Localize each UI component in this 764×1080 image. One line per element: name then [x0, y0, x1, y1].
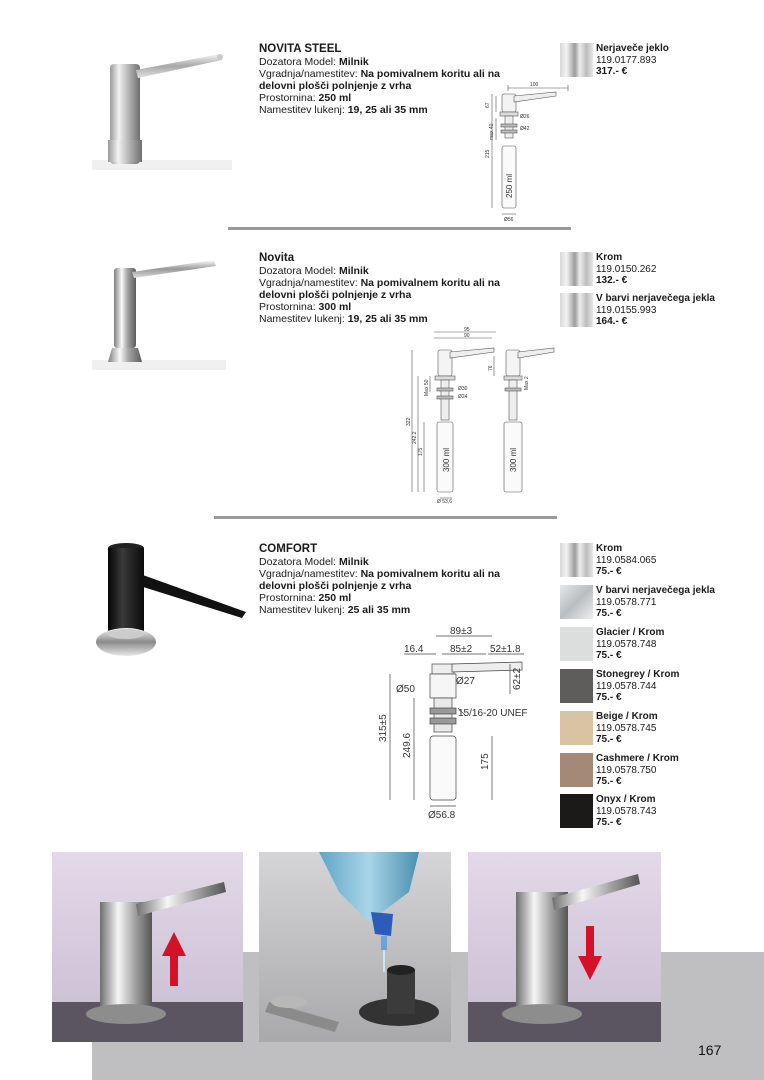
mount-label: Vgradnja/namestitev: — [259, 68, 361, 80]
dim-100: 100 — [530, 82, 539, 88]
model-value: Milnik — [338, 265, 369, 277]
finish-name: V barvi nerjavečega jekla — [596, 585, 715, 596]
dim-164: 16.4 — [404, 644, 424, 655]
dim-26: Ø26 — [520, 114, 530, 120]
finish-item — [560, 669, 760, 703]
finish-code: 119.0584.065 — [596, 554, 657, 566]
volume-value: 300 ml — [318, 301, 352, 313]
finish-swatch — [560, 669, 593, 703]
volume-label: Prostornina: — [259, 301, 319, 313]
finish-swatch — [560, 585, 593, 619]
volume-label: Prostornina: — [259, 92, 319, 104]
finish-swatch — [560, 252, 593, 286]
usage-photo-refill — [259, 852, 451, 1042]
model-label: Dozatora Model: — [259, 556, 339, 568]
finish-price: 317.- € — [596, 66, 628, 77]
finish-item — [560, 543, 760, 577]
dim-52: 52±1.8 — [490, 644, 521, 655]
dim-56: Ø56 — [504, 217, 514, 223]
finish-code: 119.0150.262 — [596, 263, 657, 275]
usage-refill-image — [259, 852, 451, 1042]
finish-code: 119.0578.748 — [596, 638, 657, 650]
finish-item — [560, 627, 760, 661]
novita-description — [259, 252, 524, 325]
dim-95: 95 — [464, 327, 470, 333]
finish-name: Cashmere / Krom — [596, 753, 679, 764]
page-number: 167 — [698, 1042, 722, 1058]
novita-drawing — [404, 326, 560, 504]
model-label: Dozatora Model: — [259, 265, 339, 277]
arrow-up-icon — [170, 952, 178, 986]
dim-2496: 249.6 — [402, 732, 413, 758]
finish-code: 119.0578.745 — [596, 722, 657, 734]
dim-536: Ø 53,6 — [437, 499, 453, 504]
finish-name: Nerjaveče jeklo — [596, 43, 669, 54]
dim-unef: 15/16-20 UNEF — [458, 708, 528, 719]
finish-item — [560, 794, 760, 828]
holes-value: 19, 25 ali 35 mm — [347, 104, 428, 116]
novita-photo — [92, 250, 226, 370]
finish-price: 75.- € — [596, 817, 622, 828]
dim-max40: max 40 — [489, 123, 495, 140]
novita-steel-photo — [92, 42, 232, 170]
finish-price: 132.- € — [596, 275, 628, 286]
mount-value: Na pomivalnem koritu ali na delovni plošči polnjenje z vrha — [259, 568, 501, 592]
dim-27: Ø27 — [456, 676, 475, 687]
usage-photo-lower — [468, 852, 661, 1042]
finish-swatch — [560, 753, 593, 787]
dim-322: 322 — [406, 417, 412, 426]
finish-code: 119.0578.744 — [596, 680, 657, 692]
usage-photo-lift — [52, 852, 243, 1042]
section-divider — [214, 516, 557, 519]
usage-lower-image — [468, 852, 661, 1042]
finish-item — [560, 753, 760, 787]
arrow-down-icon — [586, 926, 594, 960]
finish-price: 75.- € — [596, 776, 622, 787]
finish-price: 75.- € — [596, 566, 622, 577]
finish-name: Onyx / Krom — [596, 794, 656, 805]
dim-max50: Max 50 — [424, 379, 430, 396]
volume-value: 250 ml — [318, 592, 352, 604]
dim-568: Ø56.8 — [428, 810, 456, 821]
finish-price: 75.- € — [596, 650, 622, 661]
finish-code: 119.0578.750 — [596, 764, 657, 776]
dim-242: 242.2 — [412, 431, 418, 444]
finish-code: 119.0578.771 — [596, 596, 657, 608]
dim-42: Ø42 — [520, 126, 530, 132]
dim-volume: 300 ml — [442, 447, 451, 472]
comfort-drawing — [374, 624, 550, 824]
comfort-image — [92, 540, 247, 670]
finish-item — [560, 711, 760, 745]
comfort-photo — [92, 540, 247, 670]
finish-price: 75.- € — [596, 734, 622, 745]
finish-swatch — [560, 794, 593, 828]
product-title: COMFORT — [259, 543, 318, 555]
dim-315: 315±5 — [378, 714, 389, 742]
holes-value: 19, 25 ali 35 mm — [347, 313, 428, 325]
novita-steel-image — [92, 42, 232, 170]
dim-85: 85±2 — [450, 644, 473, 655]
novita-steel-drawing — [478, 78, 570, 226]
finish-price: 75.- € — [596, 608, 622, 619]
novita-image — [92, 250, 226, 370]
model-value: Milnik — [338, 56, 369, 68]
usage-lift-image — [52, 852, 243, 1042]
dim-67: 67 — [485, 102, 491, 108]
finish-name: Krom — [596, 543, 623, 554]
dim-50: Ø50 — [396, 684, 415, 695]
mount-value: Na pomivalnem koritu ali na delovni plošči polnjenje z vrha — [259, 68, 501, 92]
finish-item — [560, 585, 760, 619]
finish-name: Stonegrey / Krom — [596, 669, 680, 680]
dim-max2: Max 2 — [524, 376, 530, 390]
dim-90: 90 — [464, 333, 470, 339]
dim-volume-2: 300 ml — [509, 447, 518, 472]
product-title: NOVITA STEEL — [259, 43, 342, 55]
dim-215: 215 — [485, 149, 491, 158]
finish-name: Glacier / Krom — [596, 627, 665, 638]
dim-30: Ø30 — [458, 386, 468, 392]
finish-name: V barvi nerjavečega jekla — [596, 293, 715, 304]
finish-swatch — [560, 293, 593, 327]
mount-label: Vgradnja/namestitev: — [259, 277, 361, 289]
finish-item — [560, 293, 760, 327]
model-label: Dozatora Model: — [259, 56, 339, 68]
dim-175: 175 — [418, 447, 424, 456]
finish-code: 119.0155.993 — [596, 304, 657, 316]
finish-price: 75.- € — [596, 692, 622, 703]
section-divider — [228, 227, 571, 230]
finish-code: 119.0177.893 — [596, 54, 657, 66]
dim-76: 76 — [488, 365, 494, 371]
dim-89: 89±3 — [450, 626, 473, 637]
finish-swatch — [560, 627, 593, 661]
finish-swatch — [560, 543, 593, 577]
dim-24: Ø24 — [458, 394, 468, 400]
holes-label: Namestitev lukenj: — [259, 104, 348, 116]
holes-label: Namestitev lukenj: — [259, 604, 348, 616]
mount-value: Na pomivalnem koritu ali na delovni plošči polnjenje z vrha — [259, 277, 501, 301]
comfort-description — [259, 543, 524, 616]
model-value: Milnik — [338, 556, 369, 568]
volume-value: 250 ml — [318, 92, 352, 104]
finish-code: 119.0578.743 — [596, 805, 657, 817]
dim-62: 62±2 — [512, 667, 523, 690]
finish-price: 164.- € — [596, 316, 628, 327]
holes-label: Namestitev lukenj: — [259, 313, 348, 325]
mount-label: Vgradnja/namestitev: — [259, 568, 361, 580]
volume-label: Prostornina: — [259, 592, 319, 604]
finish-name: Krom — [596, 252, 623, 263]
finish-item — [560, 43, 760, 77]
finish-item — [560, 252, 760, 286]
finish-swatch — [560, 43, 593, 77]
dim-175: 175 — [480, 753, 491, 770]
product-title: Novita — [259, 252, 295, 264]
holes-value: 25 ali 35 mm — [347, 604, 411, 616]
finish-name: Beige / Krom — [596, 711, 658, 722]
finish-swatch — [560, 711, 593, 745]
dim-volume: 250 ml — [505, 173, 514, 198]
